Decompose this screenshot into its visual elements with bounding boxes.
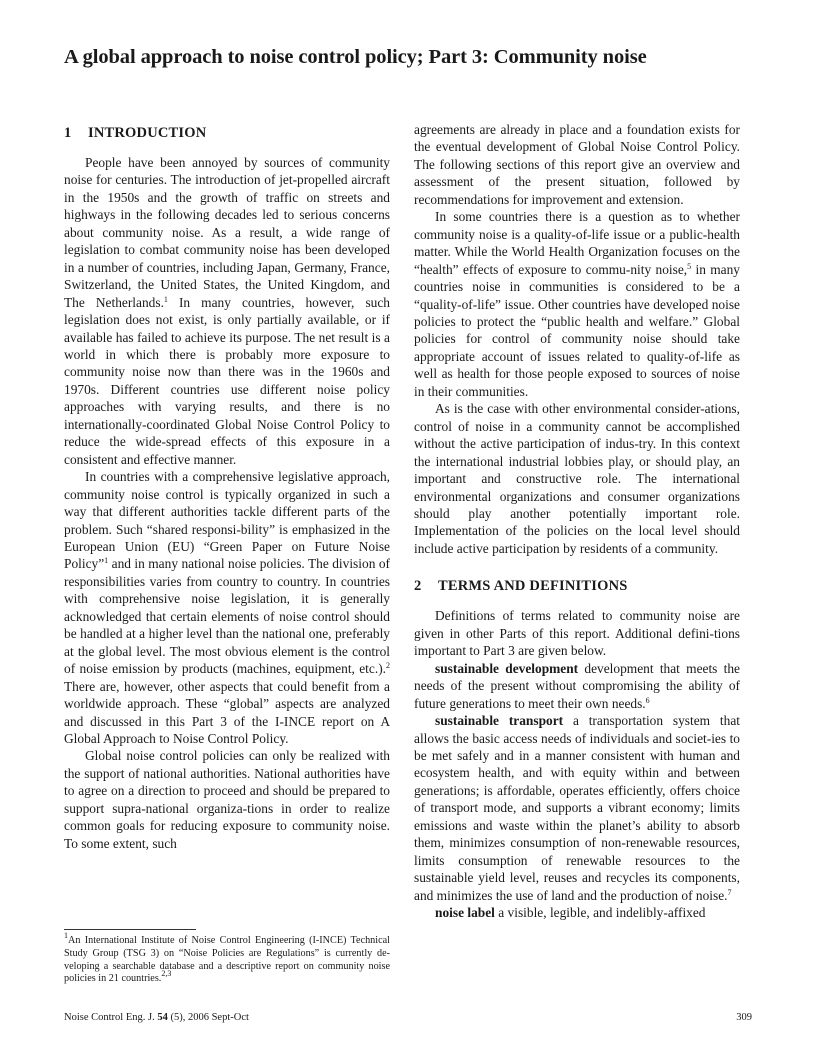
definition: noise label a visible, legible, and indelibly-affixed	[435, 905, 706, 921]
paper-title: A global approach to noise control policy; Part 3: Community noise	[64, 46, 647, 68]
citation: 5	[687, 261, 692, 271]
definition-term: noise label	[435, 905, 495, 921]
citation: 2	[386, 661, 390, 671]
footnote: $^1$An International Institute of Noise Control Engineering (I-INCE) Technical Study Group (TSG 3) on “Noise Policies are Regulations” is currently de-veloping a searchable database and a descriptive report on community noise policies in 21 countries.$^{2,3}$	[64, 931, 390, 985]
section-heading-introduction	[64, 124, 390, 142]
right-column	[414, 121, 740, 921]
definition: sustainable transport a transportation system that allows the basic access needs of individuals and societ-ies to be met safely and in a manner consistent with human and ecosystem health, and with equity within and between generations; is affordable, operates efficiently, offers choice of transport mode, and supports a vibrant economy; limits emissions and waste within the planet’s ability to absorb them, minimizes consumption of non-renewable resources, limits consumption of renewable resources to the sustainable yield level, reuses and recycles its components, and minimizes the use of land and the production of noise.$^7$	[414, 713, 740, 903]
journal-citation: Noise Control Eng. J. 54 (5), 2006 Sept-Oct	[64, 1012, 249, 1023]
citation: 1	[163, 294, 168, 304]
citation: 7	[727, 887, 732, 897]
paragraph: As is the case with other environmental consider-ations, control of noise in a community cannot be accomplished without the active participation of indus-try. In this context the international industrial lobbies play, or should play, an important and constructive role. The international environmental organizations and consumer organizations should play another potentially important role. Implementation of the policies on the local level should include active participation by residents of a community.	[414, 401, 740, 556]
paragraph: In countries with a comprehensive legislative approach, community noise control is typically organized in such a way that different authorities tackle different parts of the problem. Such “shared responsi-bility” is emphasized in the European Union (EU) “Green Paper on Future Noise Policy”$^1$ and in many national noise policies. The division of responsibilities varies from country to country. In countries with comprehensive noise legislation, it is generally acknowledged that certain elements of noise control should be handled at a higher level than the national one, preferably at the global level. The most obvious element is the control of noise emission by products (machines, equipment, etc.).$^2$ There are, however, other aspects that could benefit from a worldwide approach. These “global” aspects are analyzed and discussed in this Part 3 of the I-INCE report on A Global Approach to Noise Control Policy.	[64, 469, 390, 746]
definition: sustainable development development that meets the needs of the present without compromising the ability of future generations to meet their own needs.$^6$	[414, 660, 740, 711]
section-heading-terms	[414, 577, 740, 595]
citation: 1	[104, 556, 109, 566]
paragraph: Definitions of terms related to community noise are given in other Parts of this report. Additional defini-tions important to Part 3 are given below.	[414, 608, 740, 659]
paragraph: Global noise control policies can only be realized with the support of national authorities. National authorities have to agree on a direction to proceed and should be prepared to support supra-national organiza-tions in order to realize common goals for reducing exposure to community noise. To some extent, such	[64, 748, 390, 851]
paragraph-continued: agreements are already in place and a foundation exists for the eventual development of Global Noise Control Policy. The following sections of this report give an overview and assessment of the present situation, followed by recommendations for improvement and extension.	[414, 122, 740, 207]
citation: 6	[645, 695, 650, 705]
section-number: 2	[414, 578, 422, 595]
section-title: TERMS AND DEFINITIONS	[438, 578, 628, 595]
section-number: 1	[64, 125, 72, 141]
definition-term: sustainable development	[435, 660, 579, 676]
page-number: 309	[736, 1012, 752, 1023]
section-title: INTRODUCTION	[88, 125, 207, 141]
definition-term: sustainable transport	[435, 713, 564, 729]
paragraph: In some countries there is a question as to whether community noise is a quality-of-life issue or a public-health matter. While the World Health Organization focuses on the “health” effects of exposure to commu-nity noise,$^5$ in many countries noise in communities is considered to be a “quality-of-life” issue. Other countries have developed noise policies to protect the “public health and welfare.” Global policies for control of community noise should take appropriate account of issues related to quality-of-life as well as health for those people exposed to sources of noise in their communities.	[414, 209, 740, 399]
footnote-divider	[64, 929, 196, 930]
paragraph: People have been annoyed by sources of community noise for centuries. The introduction of jet-propelled aircraft in the 1950s and the growth of traffic on streets and highways in the following decades led to serious concerns about community noise. As a result, a wide range of legislation to combat community noise has been developed in a number of countries, including Japan, Germany, France, Switzerland, the United States, the United Kingdom, and The Netherlands.$^1$ In many countries, however, such legislation does not exist, is only partially available, or if available has failed to achieve its purpose. The net result is a world in which there is probably more exposure to community noise now than there was in the 1960s and 1970s. Different countries use different noise policy approaches with varying results, and there is no internationally-coordinated Global Noise Control Policy to reduce the wide-spread effects of this exposure in a consistent and effective manner.	[64, 155, 390, 467]
left-column	[64, 124, 390, 852]
